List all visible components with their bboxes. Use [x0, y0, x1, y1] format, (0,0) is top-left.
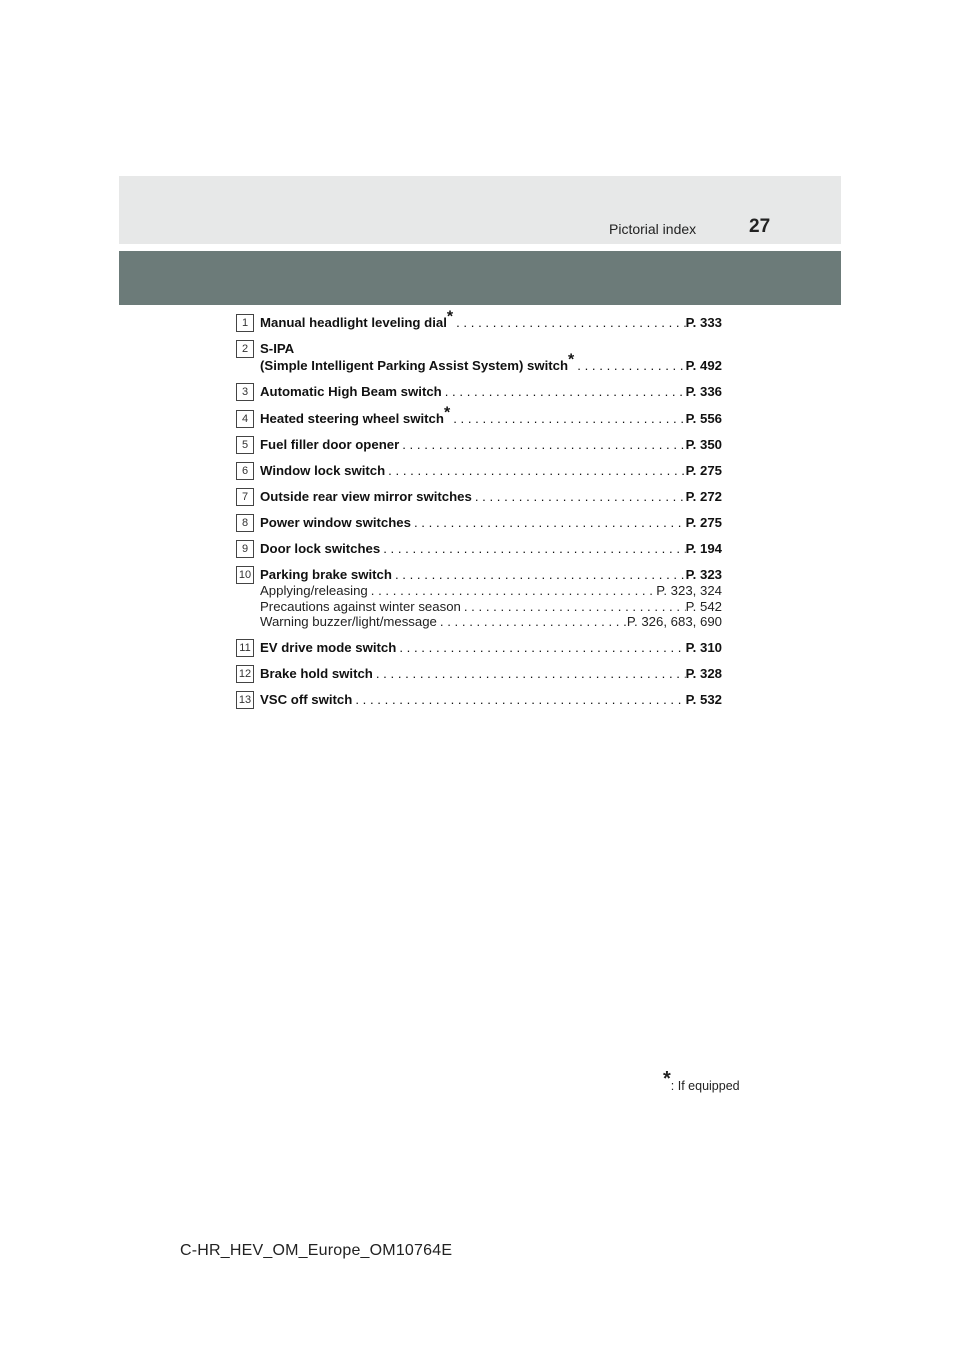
leader-dots — [574, 357, 685, 374]
entry-label: Outside rear view mirror switches — [260, 488, 472, 504]
sub-entry[interactable] — [260, 583, 722, 599]
equipped-asterisk: * — [443, 403, 451, 421]
callout-number: 5 — [236, 436, 254, 454]
entry-label: Heated steering wheel switch* — [260, 403, 451, 426]
leader-dots — [442, 383, 686, 400]
page-reference[interactable]: P. 336 — [685, 384, 722, 400]
page-reference[interactable]: P. 542 — [685, 598, 722, 614]
leader-dots — [450, 410, 685, 427]
index-entry-3[interactable] — [236, 383, 722, 400]
sub-entry-label: Warning buzzer/light/message — [260, 614, 437, 630]
entry-label: Fuel filler door opener — [260, 436, 400, 452]
footnote — [663, 1068, 740, 1093]
index-entry-5[interactable] — [236, 436, 722, 453]
leader-dots — [385, 462, 685, 479]
leader-dots — [392, 566, 686, 583]
index-entry-11[interactable] — [236, 639, 722, 656]
callout-number: 12 — [236, 665, 254, 683]
callout-number: 2 — [236, 340, 254, 358]
page-reference[interactable]: P. 310 — [685, 639, 722, 655]
leader-dots — [373, 665, 686, 682]
index-entry-2[interactable] — [236, 340, 722, 375]
callout-number: 6 — [236, 462, 254, 480]
callout-number: 4 — [236, 410, 254, 428]
footnote-text: : If equipped — [670, 1079, 740, 1093]
sub-entry[interactable] — [260, 614, 722, 630]
index-entry-9[interactable] — [236, 540, 722, 557]
callout-number: 10 — [236, 566, 254, 584]
page-reference[interactable]: P. 194 — [685, 541, 722, 557]
page-reference[interactable]: P. 333 — [685, 315, 722, 330]
index-entry-6[interactable] — [236, 462, 722, 479]
index-entry-13[interactable] — [236, 691, 722, 708]
entry-label: Window lock switch — [260, 462, 386, 478]
leader-dots — [453, 314, 685, 331]
entry-label: (Simple Intelligent Parking Assist System) switch* — [260, 351, 575, 374]
index-entry-7[interactable] — [236, 488, 722, 505]
leader-dots — [437, 614, 627, 630]
leader-dots — [396, 639, 685, 656]
entry-label: Power window switches — [260, 514, 411, 530]
equipped-asterisk: * — [568, 351, 575, 369]
page-reference[interactable]: P. 326, 683, 690 — [626, 614, 722, 630]
entry-label-prefix: S-IPA — [260, 341, 295, 357]
index-entry-10[interactable] — [236, 566, 722, 630]
callout-number: 1 — [236, 314, 254, 332]
page-reference[interactable]: P. 492 — [685, 358, 722, 374]
title-band — [119, 251, 841, 305]
leader-dots — [411, 514, 686, 531]
callout-number: 3 — [236, 383, 254, 401]
section-title: Pictorial index — [609, 221, 697, 237]
leader-dots — [352, 691, 685, 708]
index-entry-1[interactable] — [236, 308, 722, 331]
leader-dots — [472, 488, 686, 505]
page-reference[interactable]: P. 275 — [685, 462, 722, 478]
entry-label: Manual headlight leveling dial* — [260, 308, 454, 330]
leader-dots — [461, 599, 686, 615]
document-id: C-HR_HEV_OM_Europe_OM10764E — [180, 1242, 453, 1259]
index-entry-8[interactable] — [236, 514, 722, 531]
leader-dots — [368, 583, 656, 599]
callout-number: 7 — [236, 488, 254, 506]
callout-number: 8 — [236, 514, 254, 532]
callout-number: 11 — [236, 639, 254, 657]
entry-label: Brake hold switch — [260, 665, 373, 681]
footnote-asterisk: * — [663, 1068, 671, 1090]
page-reference[interactable]: P. 350 — [685, 436, 722, 452]
callout-number: 9 — [236, 540, 254, 558]
leader-dots — [399, 436, 685, 453]
entry-label: Door lock switches — [260, 541, 381, 557]
index-entry-4[interactable] — [236, 403, 722, 427]
entry-label: Parking brake switch — [260, 567, 392, 583]
header-band — [119, 176, 841, 244]
entry-label: Automatic High Beam switch — [260, 384, 442, 400]
leader-dots — [380, 540, 685, 557]
page-number: 27 — [749, 216, 771, 237]
sub-entry-label: Precautions against winter season — [260, 598, 461, 614]
page-reference[interactable]: P. 323, 324 — [656, 583, 722, 599]
entry-label: EV drive mode switch — [260, 639, 397, 655]
page-reference[interactable]: P. 328 — [685, 665, 722, 681]
page-reference[interactable]: P. 556 — [685, 410, 722, 426]
sub-entry-label: Applying/releasing — [260, 583, 368, 599]
equipped-asterisk: * — [446, 308, 454, 326]
index-entry-12[interactable] — [236, 665, 722, 682]
sub-entry[interactable] — [260, 599, 722, 615]
page-reference[interactable]: P. 275 — [685, 514, 722, 530]
entry-label: VSC off switch — [260, 691, 353, 707]
index-list — [236, 308, 722, 717]
page-reference[interactable]: P. 272 — [685, 488, 722, 504]
page-reference[interactable]: P. 532 — [685, 691, 722, 707]
callout-number: 13 — [236, 691, 254, 709]
page-reference[interactable]: P. 323 — [685, 567, 722, 583]
